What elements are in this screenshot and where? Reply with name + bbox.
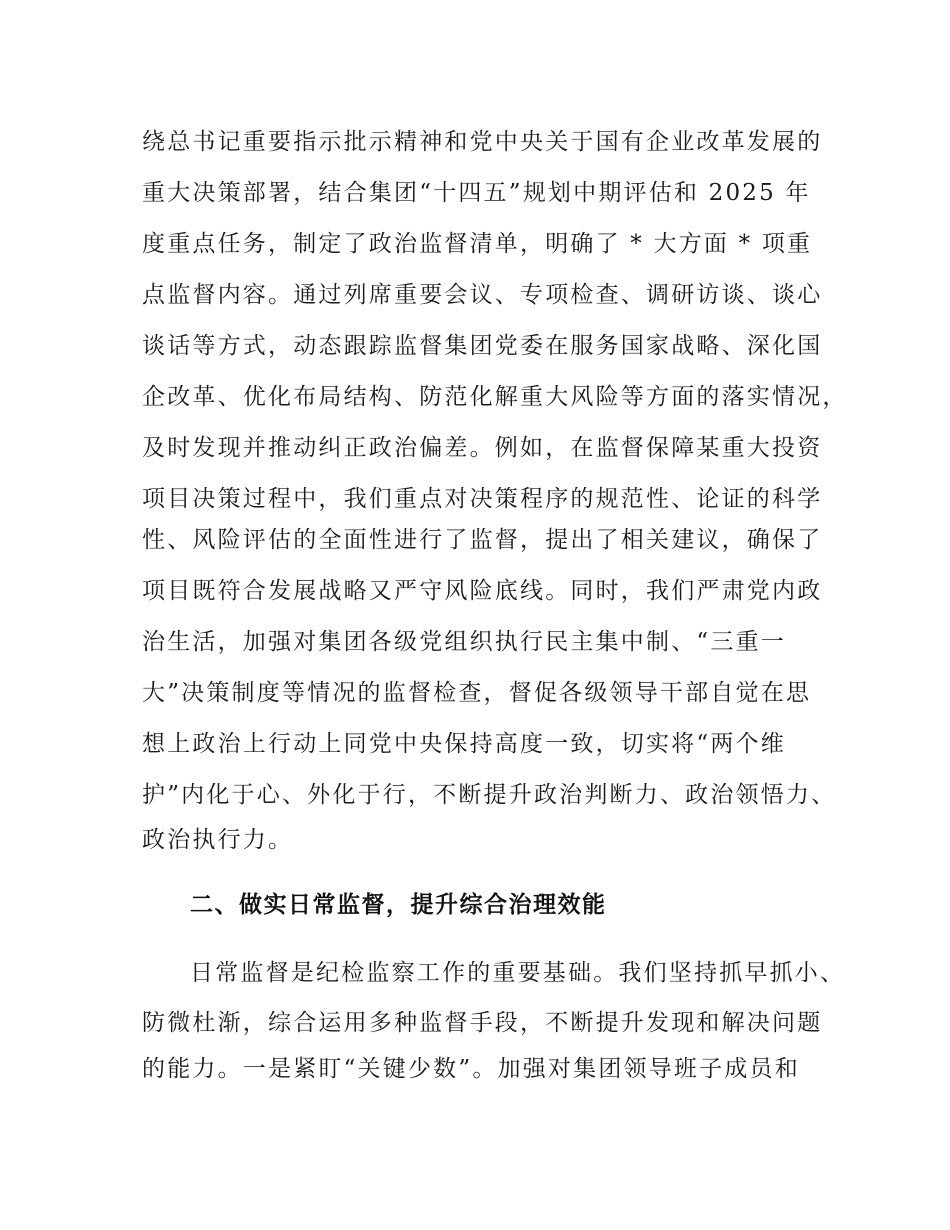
text-line: 项目决策过程中，我们重点对决策程序的规范性、论证的科学 (142, 486, 823, 512)
text-line: 防微杜渐，综合运用多种监督手段，不断提升发现和解决问题 (142, 1010, 823, 1036)
text-line: 谈话等方式，动态跟踪监督集团党委在服务国家战略、深化国 (142, 333, 823, 359)
text-line: 项目既符合发展战略又严守风险底线。同时，我们严肃党内政 (142, 578, 823, 604)
text-line: 绕总书记重要指示批示精神和党中央关于国有企业改革发展的 (142, 129, 823, 155)
text-line: 护”内化于心、外化于行，不断提升政治判断力、政治领悟力、 (142, 782, 837, 808)
text-line: 重大决策部署，结合集团“十四五”规划中期评估和 2025 年 (142, 180, 811, 206)
text-line: 的能力。一是紧盯“关键少数”。加强对集团领导班子成员和 (142, 1056, 800, 1082)
text-line: 度重点任务，制定了政治监督清单，明确了 * 大方面 * 项重 (142, 231, 813, 257)
text-line: 日常监督是纪检监察工作的重要基础。我们坚持抓早抓小、 (190, 960, 846, 986)
text-line: 政治执行力。 (142, 827, 294, 853)
text-line: 想上政治上行动上同党中央保持高度一致，切实将“两个维 (142, 731, 786, 757)
text-line: 企改革、优化布局结构、防范化解重大风险等方面的落实情况， (142, 384, 848, 410)
text-line: 性、风险评估的全面性进行了监督，提出了相关建议，确保了 (142, 527, 823, 553)
section-heading: 二、做实日常监督，提升综合治理效能 (190, 892, 607, 918)
text-line: 点监督内容。通过列席重要会议、专项检查、调研访谈、谈心 (142, 282, 823, 308)
text-line: 及时发现并推动纠正政治偏差。例如，在监督保障某重大投资 (142, 435, 823, 461)
text-line: 治生活，加强对集团各级党组织执行民主集中制、“三重一 (142, 629, 786, 655)
text-line: 大”决策制度等情况的监督检查，督促各级领导干部自觉在思 (142, 680, 812, 706)
